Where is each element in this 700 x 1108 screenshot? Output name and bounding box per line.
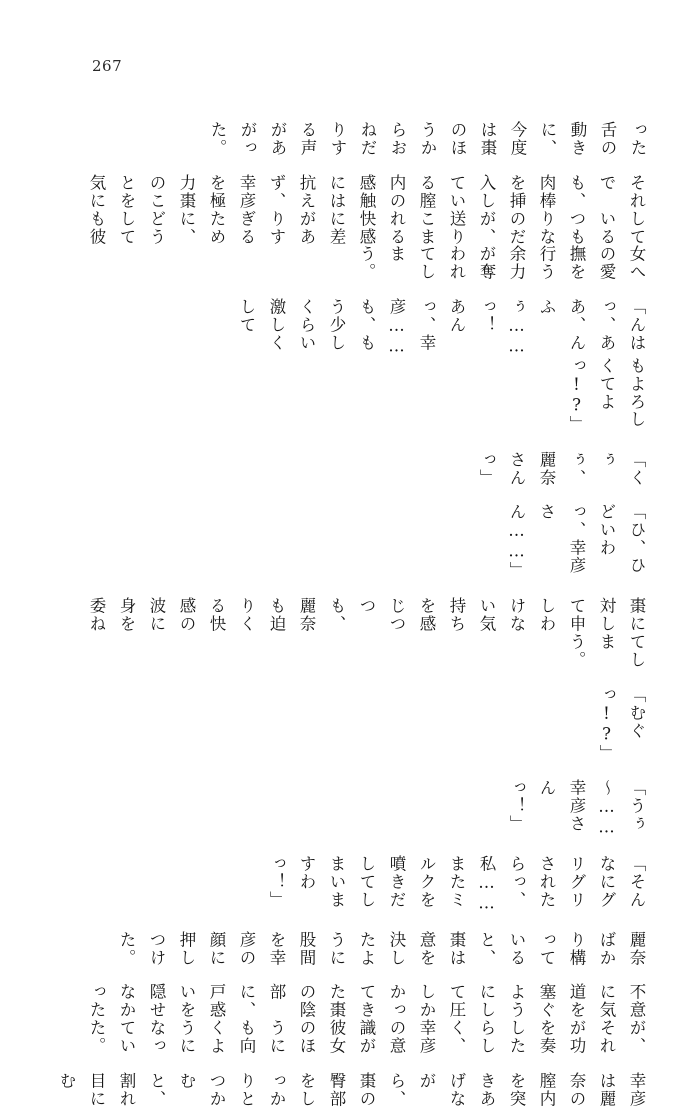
paragraph: てしまう。 [567, 632, 646, 669]
paragraph: 「ひ、ひどいわっ、幸彦さん……」 [507, 503, 646, 580]
page-number: 267 [92, 57, 123, 75]
paragraph: 女への愛撫を行う余力が奪われてしまう。 [357, 245, 646, 282]
paragraph: しているつもりなのだが、送りこまれる快感に差がありすぎるために、どうしても彼 [87, 209, 646, 246]
paragraph: 「そんなにグリグリされたらっ、私……またミルクを噴きだしてしまいますわっ！」 [267, 854, 646, 914]
paragraph: 麗奈ばかり構っていると、棗は意を決したように股間を幸彦の顔に押しつけた。 [117, 930, 646, 967]
paragraph: が、それが功を奏したらしく、幸彦の意識が彼女のほうにも向くようになっていた。 [87, 1019, 646, 1055]
paragraph: 棗に対して申しわけない気持ちを感じつつも、麗奈も迫りくる快感の波に身を委ね [87, 596, 646, 633]
paragraph: それでも、肉棒を挿入している膣内の感触には抗えず、幸彦を極力棗のことを気に [87, 173, 646, 210]
paragraph: もよろしくてよっ!?」 [567, 356, 646, 434]
paragraph: 「うぅ～……幸彦さんっ！」 [507, 779, 646, 838]
paragraph: 「くぅぅ、麗奈さんっ」 [477, 450, 646, 487]
paragraph: った舌の動きに、今度は棗のほうからおねだりする声があがった。 [208, 121, 647, 157]
paragraph: 幸彦は麗奈の膣内を突きあげながら、棗の臀部をしっかりとつかむと、割れ目にむ [57, 1071, 646, 1108]
paragraph: 「むぐっ!?」 [597, 685, 646, 763]
body-text [57, 104, 652, 1108]
paragraph: 「んはっ、ああ、んふぅ……っ！ あんっ、幸彦……も、もう少しくらい激しくして [237, 298, 646, 357]
paragraph: 不意に気道を塞ぐようにして圧しかかってきた棗の陰部に、戸惑いを隠せなかった [87, 983, 646, 1020]
